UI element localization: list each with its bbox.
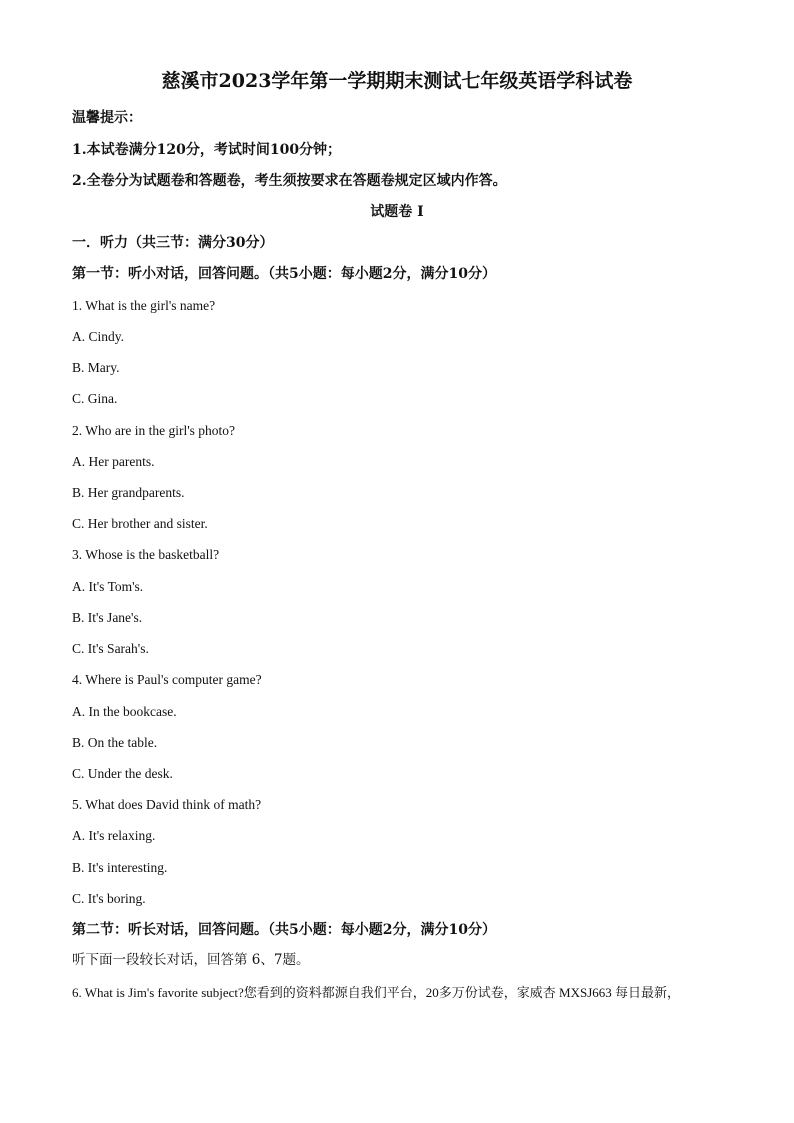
notice-heading: 温馨提示： — [72, 110, 142, 126]
question-2-option-c: C. Her brother and sister. — [72, 516, 208, 531]
question-4-option-b: B. On the table. — [72, 735, 158, 750]
question-5-option-a: A. It's relaxing. — [72, 828, 156, 843]
question-2-option-a: A. Her parents. — [72, 454, 155, 469]
section1-heading: 第一节：听小对话，回答问题。（共5小题：每小题2分，满分10分） — [72, 266, 496, 282]
question-4: 4. Where is Paul's computer game? — [72, 672, 262, 687]
question-6: 6. What is Jim's favorite subject?您看到的资料都源自我们平台，20多万份试卷，家威杏 MXSJ663 每日最新， — [72, 985, 681, 1000]
question-2-option-b: B. Her grandparents. — [72, 485, 185, 500]
question-1-option-a: A. Cindy. — [72, 329, 125, 344]
question-2: 2. Who are in the girl's photo? — [72, 423, 236, 438]
question-5: 5. What does David think of math? — [72, 797, 262, 812]
part1-heading: 一．听力（共三节：满分30分） — [72, 235, 274, 251]
question-1-option-c: C. Gina. — [72, 391, 118, 406]
question-4-option-c: C. Under the desk. — [72, 766, 173, 781]
question-5-option-c: C. It's boring. — [72, 891, 146, 906]
question-1-option-b: B. Mary. — [72, 360, 120, 375]
question-3-option-a: A. It's Tom's. — [72, 579, 144, 594]
question-1: 1. What is the girl's name? — [72, 298, 216, 313]
question-4-option-a: A. In the bookcase. — [72, 704, 177, 719]
question-3-option-b: B. It's Jane's. — [72, 610, 143, 625]
question-3: 3. Whose is the basketball? — [72, 547, 220, 562]
page-title: 慈溪市2023学年第一学期期末测试七年级英语学科试卷 — [161, 70, 633, 92]
question-5-option-b: B. It's interesting. — [72, 860, 168, 875]
notice-item-1: 1.本试卷满分120分，考试时间100分钟； — [72, 142, 342, 158]
paper-label: 试题卷 I — [370, 204, 424, 220]
section2-intro: 听下面一段较长对话，回答第 6、7题。 — [72, 952, 310, 968]
notice-item-2: 2.全卷分为试题卷和答题卷，考生须按要求在答题卷规定区域内作答。 — [72, 173, 507, 189]
question-3-option-c: C. It's Sarah's. — [72, 641, 149, 656]
section2-heading: 第二节：听长对话，回答问题。（共5小题：每小题2分，满分10分） — [72, 922, 496, 938]
